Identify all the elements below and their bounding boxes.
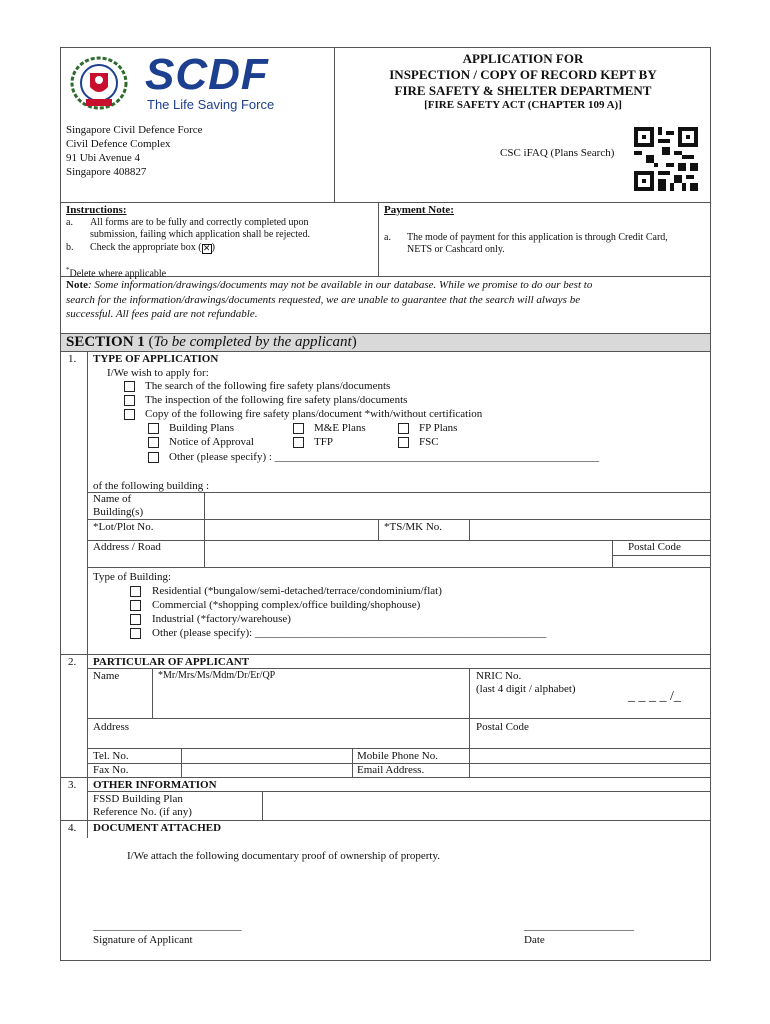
type-other-checkbox[interactable] <box>130 628 141 639</box>
opt-inspection-label: The inspection of the following fire safety plans/documents <box>145 394 408 406</box>
email-label: Email Address. <box>357 764 425 776</box>
other-doc-checkbox[interactable] <box>148 452 159 463</box>
fssd-ref-input[interactable] <box>263 792 710 820</box>
act-reference: [FIRE SAFETY ACT (CHAPTER 109 A)] <box>424 99 622 111</box>
scdf-crest-icon <box>68 55 130 111</box>
opt-search-label: The search of the following fire safety plans/documents <box>145 380 391 392</box>
q3-heading: OTHER INFORMATION <box>93 779 217 791</box>
fsc-checkbox[interactable] <box>398 437 409 448</box>
q2-number: 2. <box>68 656 77 668</box>
salutation-options[interactable]: *Mr/Mrs/Ms/Mdm/Dr/Er/QP <box>158 670 276 681</box>
instruction-b: Check the appropriate box (✕) <box>90 242 215 254</box>
type-commercial-label: Commercial (*shopping complex/office building/shophouse) <box>152 599 421 611</box>
payment-note-a: The mode of payment for this application is through Credit Card, NETS or Cashcard only. <box>407 232 668 255</box>
applicant-name-label: Name <box>93 670 120 682</box>
building-plans-checkbox[interactable] <box>148 423 159 434</box>
opt-search-checkbox[interactable] <box>124 381 135 392</box>
nric-input[interactable]: _ _ _ _ /_ <box>628 689 681 704</box>
fax-input[interactable] <box>182 764 352 777</box>
email-input[interactable] <box>470 764 710 777</box>
building-type-heading: Type of Building: <box>93 571 172 583</box>
signature-label: Signature of Applicant <box>93 934 193 946</box>
of-building-label: of the following building : <box>93 480 210 492</box>
fsc-label: FSC <box>419 436 439 448</box>
signature-line[interactable]: ___________________________ <box>93 920 242 932</box>
opt-copy-checkbox[interactable] <box>124 409 135 420</box>
q2-heading: PARTICULAR OF APPLICANT <box>93 656 250 668</box>
instruction-a: All forms are to be fully and correctly completed upon submission, failing which application shall be rejected. <box>90 217 310 240</box>
note-paragraph: Note: Some information/drawings/documents may not be available in our database. While we promise to do our best to search for the information/drawings/documents requested, we are unable to guarantee that the search will always be successful. All fees paid are not refundable. <box>66 279 593 320</box>
form-title: APPLICATION FOR INSPECTION / COPY OF RECORD KEPT BY FIRE SAFETY & SHELTER DEPARTMENT <box>389 51 657 98</box>
type-residential-label: Residential (*bungalow/semi-detached/terrace/condominium/flat) <box>152 585 442 597</box>
mobile-input[interactable] <box>470 749 710 762</box>
mobile-label: Mobile Phone No. <box>357 750 438 762</box>
footnote: *Delete where applicable <box>66 266 167 280</box>
document-attached-text: I/We attach the following documentary proof of ownership of property. <box>127 850 441 862</box>
tel-label: Tel. No. <box>93 750 129 762</box>
tel-input[interactable] <box>182 749 352 762</box>
lot-input[interactable] <box>205 520 375 540</box>
payment-a-marker: a. <box>384 232 391 243</box>
fax-label: Fax No. <box>93 764 129 776</box>
q1-heading: TYPE OF APPLICATION <box>93 353 219 365</box>
type-industrial-checkbox[interactable] <box>130 614 141 625</box>
applicant-address-input[interactable] <box>153 719 468 748</box>
opt-inspection-checkbox[interactable] <box>124 395 135 406</box>
q1-intro: I/We wish to apply for: <box>107 367 209 379</box>
building-address-label: Address / Road <box>93 541 161 553</box>
type-residential-checkbox[interactable] <box>130 586 141 597</box>
type-industrial-label: Industrial (*factory/warehouse) <box>152 613 291 625</box>
q3-number: 3. <box>68 779 77 791</box>
ts-input[interactable] <box>470 520 710 540</box>
building-postal-input[interactable] <box>613 556 710 567</box>
section1-title: SECTION 1 (To be completed by the applicant) <box>66 334 357 350</box>
qr-code-icon[interactable] <box>634 127 698 191</box>
notice-approval-label: Notice of Approval <box>169 436 254 448</box>
me-plans-checkbox[interactable] <box>293 423 304 434</box>
opt-copy-label: Copy of the following fire safety plans/document *with/without certification <box>145 408 483 420</box>
notice-approval-checkbox[interactable] <box>148 437 159 448</box>
building-name-input[interactable] <box>205 493 710 519</box>
q4-number: 4. <box>68 822 77 834</box>
building-address-input[interactable] <box>205 541 612 567</box>
fssd-ref-label: FSSD Building Plan Reference No. (if any) <box>93 793 192 818</box>
payment-heading: Payment Note: <box>384 204 454 216</box>
scdf-logo: SCDF <box>145 50 269 99</box>
instruction-b-marker: b. <box>66 242 74 253</box>
building-plans-label: Building Plans <box>169 422 235 434</box>
type-commercial-checkbox[interactable] <box>130 600 141 611</box>
fp-plans-checkbox[interactable] <box>398 423 409 434</box>
other-doc-field[interactable]: Other (please specify) : ___________________________________________________________ <box>169 451 600 463</box>
lot-label: *Lot/Plot No. <box>93 521 154 533</box>
fp-plans-label: FP Plans <box>419 422 458 434</box>
type-other-field[interactable]: Other (please specify): _____________________________________________________ <box>152 627 547 639</box>
checked-box-icon: ✕ <box>202 244 211 254</box>
instructions-heading: Instructions: <box>66 204 127 216</box>
date-line[interactable]: ____________________ <box>524 920 634 932</box>
me-plans-label: M&E Plans <box>314 422 366 434</box>
nric-label: NRIC No. (last 4 digit / alphabet) <box>476 670 576 695</box>
scdf-address: Singapore Civil Defence Force Civil Defence Complex 91 Ubi Avenue 4 Singapore 408827 <box>66 124 203 178</box>
building-postal-label: Postal Code <box>628 541 681 553</box>
q4-heading: DOCUMENT ATTACHED <box>93 822 222 834</box>
qr-label: CSC iFAQ (Plans Search) <box>500 147 615 159</box>
building-name-label: Name of Building(s) <box>93 493 144 518</box>
tagline: The Life Saving Force <box>147 97 275 112</box>
applicant-postal-label: Postal Code <box>476 721 529 733</box>
tfp-label: TFP <box>314 436 333 448</box>
date-label: Date <box>524 934 545 946</box>
ts-label: *TS/MK No. <box>384 521 443 533</box>
q1-number: 1. <box>68 353 77 365</box>
instruction-a-marker: a. <box>66 217 73 228</box>
tfp-checkbox[interactable] <box>293 437 304 448</box>
applicant-address-label: Address <box>93 721 130 733</box>
